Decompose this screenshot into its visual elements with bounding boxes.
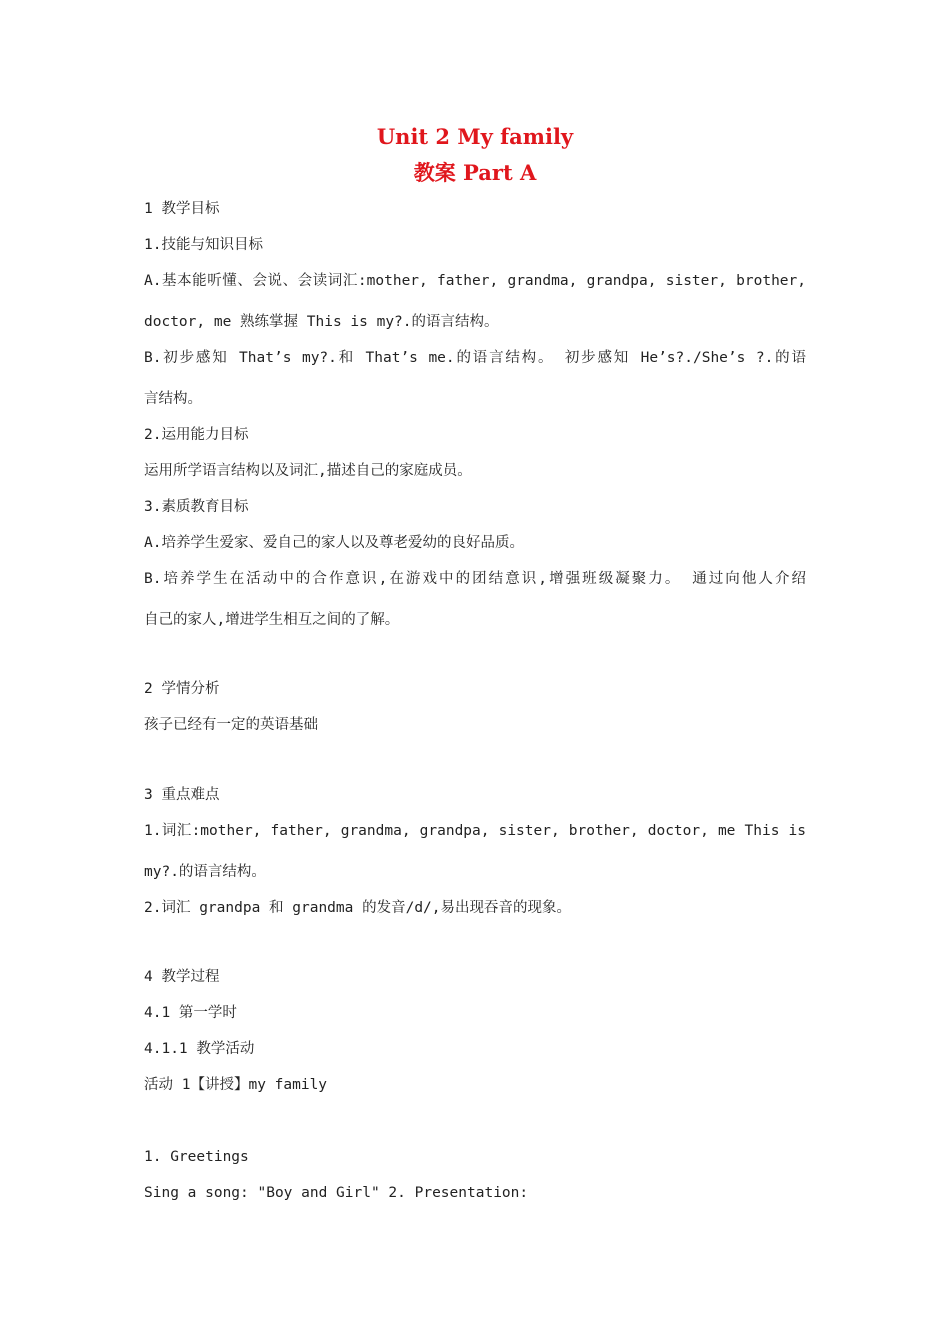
paragraph-line: 2.词汇 grandpa 和 grandma 的发音/d/,易出现吞音的现象。 xyxy=(144,900,572,916)
paragraph-line: B.培养学生在活动中的合作意识,在游戏中的团结意识,增强班级凝聚力。 通过向他人介绍 xyxy=(144,571,806,587)
subheading-skills: 1.技能与知识目标 xyxy=(144,237,263,253)
section-heading-process: 4 教学过程 xyxy=(144,969,220,985)
paragraph-line: 孩子已经有一定的英语基础 xyxy=(144,717,318,733)
section-heading-objectives: 1 教学目标 xyxy=(144,201,220,217)
paragraph-line: A.培养学生爱家、爱自己的家人以及尊老爱幼的良好品质。 xyxy=(144,535,524,551)
title-line-2: 教案 Part A xyxy=(413,160,537,185)
paragraph-line: A.基本能听懂、会说、会读词汇:mother, father, grandma, grandpa, sister, brother, xyxy=(144,273,806,289)
title-line-1: Unit 2 My family xyxy=(376,124,574,149)
paragraph-line: 自己的家人,增进学生相互之间的了解。 xyxy=(144,612,400,628)
section-heading-key-points: 3 重点难点 xyxy=(144,787,220,803)
section-heading-analysis: 2 学情分析 xyxy=(144,681,220,697)
subheading-activities: 4.1.1 教学活动 xyxy=(144,1041,255,1057)
paragraph-line: B.初步感知 That’s my?.和 That’s me.的语言结构。 初步感知 He’s?./She’s ?.的语 xyxy=(144,350,806,366)
subheading-quality: 3.素质教育目标 xyxy=(144,499,249,515)
paragraph-line: doctor, me 熟练掌握 This is my?.的语言结构。 xyxy=(144,314,499,330)
paragraph-line: 言结构。 xyxy=(144,391,202,407)
subheading-lesson-1: 4.1 第一学时 xyxy=(144,1005,237,1021)
paragraph-line: Sing a song: "Boy and Girl" 2. Presentation: xyxy=(144,1185,529,1201)
paragraph-line: 1. Greetings xyxy=(144,1149,249,1165)
paragraph-line: my?.的语言结构。 xyxy=(144,864,266,880)
activity-heading: 活动 1【讲授】my family xyxy=(144,1077,328,1093)
paragraph-line: 运用所学语言结构以及词汇,描述自己的家庭成员。 xyxy=(144,463,472,479)
subheading-ability: 2.运用能力目标 xyxy=(144,427,249,443)
paragraph-line: 1.词汇:mother, father, grandma, grandpa, sister, brother, doctor, me This is xyxy=(144,823,806,839)
